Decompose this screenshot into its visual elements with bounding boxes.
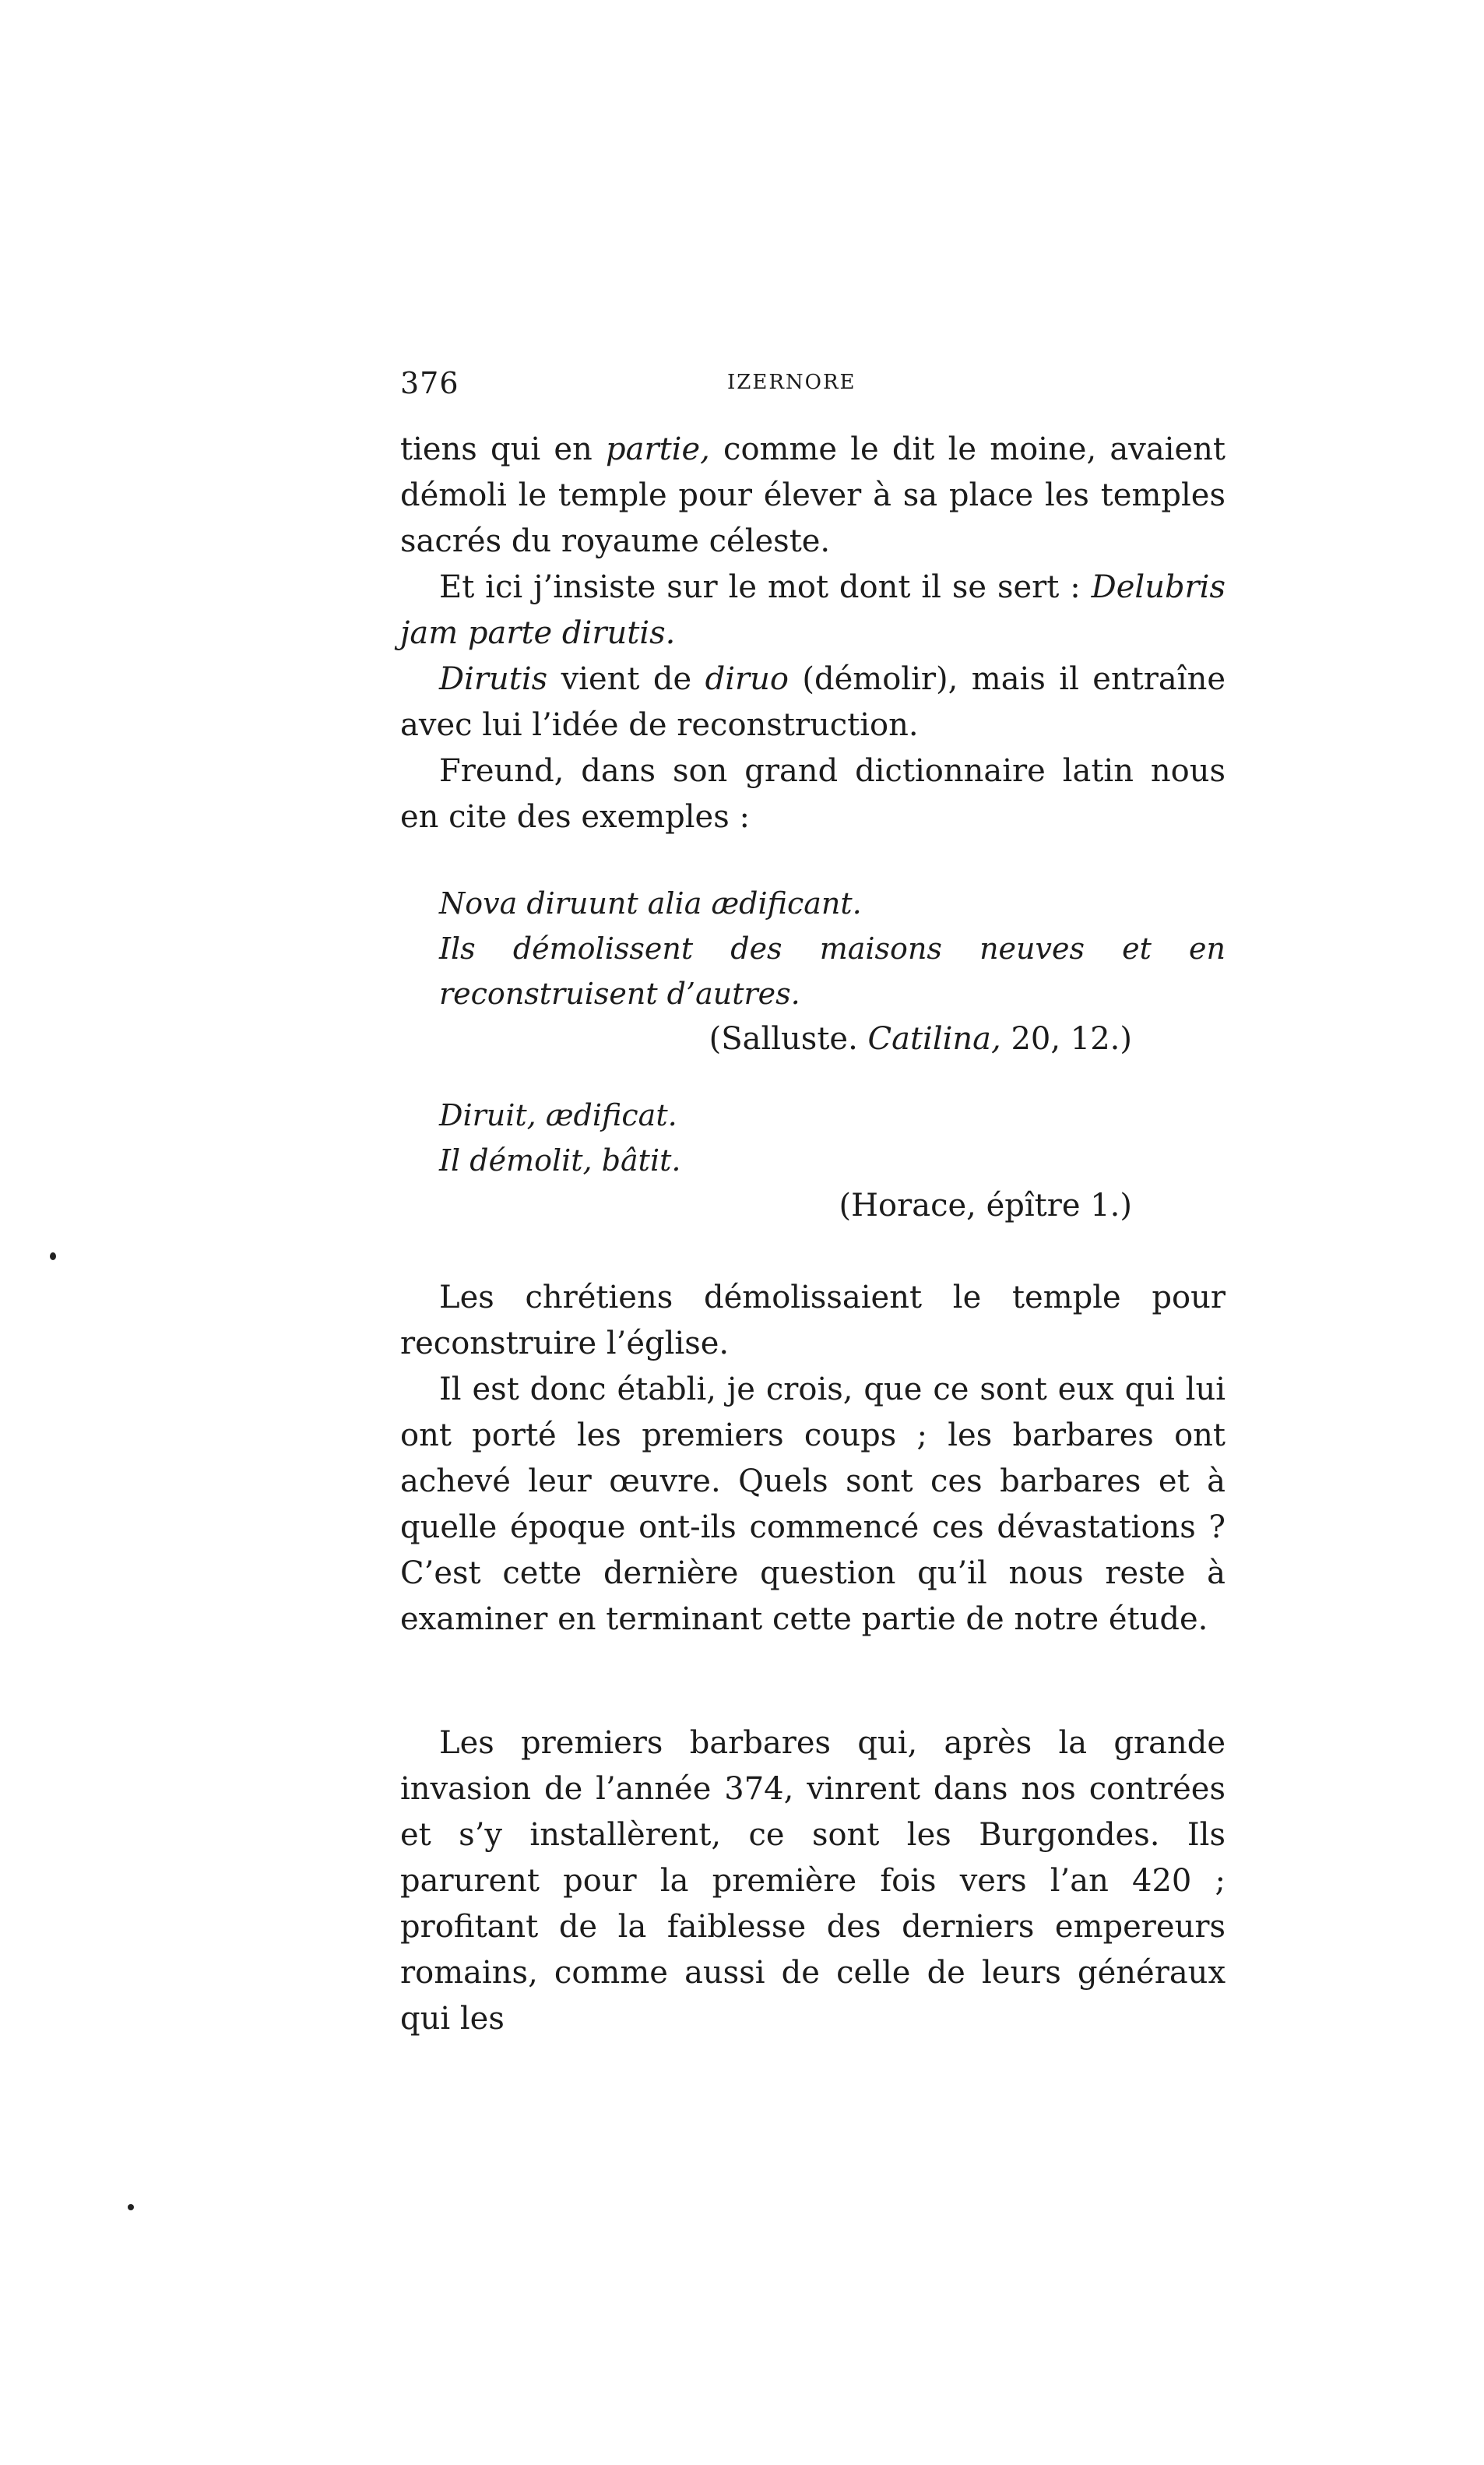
body-text (400, 427, 1226, 2042)
quotation-sallust-citation (400, 1016, 1226, 1062)
running-title: IZERNORE (727, 371, 856, 394)
paragraph-3-text-b: vient de (547, 661, 705, 697)
paragraph-2 (400, 565, 1226, 657)
paragraph-2-italic-quote: Delubris jam parte dirutis. (400, 569, 1226, 651)
paragraph-1-text-c: comme le dit le moine, avaient démoli le temple pour élever à sa place les temples sacrés du royaume céleste. (400, 431, 1226, 559)
paragraph-5: Les chrétiens démolissaient le temple pour reconstruire l’église. (400, 1280, 1226, 1361)
quotation-sallust-french: Ils démolissent des maisons neuves et en reconstruisent d’autres. (439, 931, 1226, 1011)
paragraph-2-text-a: Et ici j’insiste sur le mot dont il se sert : (439, 569, 1092, 605)
paragraph-3-italic-dirutis: Dirutis (439, 661, 548, 697)
citation-sallust-c: 20, 12.) (1000, 1021, 1132, 1057)
paragraph-4: Freund, dans son grand dictionnaire latin nous en cite des exemples : (400, 753, 1226, 835)
scan-speck (50, 1252, 56, 1260)
quotation-horace (400, 1093, 1226, 1228)
page-header (400, 366, 1226, 413)
citation-sallust-a: (Salluste. (709, 1021, 868, 1057)
paragraph-3 (400, 657, 1226, 748)
citation-sallust-work: Catilina, (867, 1021, 1001, 1057)
quotation-horace-latin: Diruit, ædificat. (439, 1098, 677, 1132)
paragraph-1 (400, 427, 1226, 565)
paragraph-6: Il est donc établi, je crois, que ce sont eux qui lui ont porté les premiers coups ; les barbares ont achevé leur œuvre. Quels sont ces barbares et à quelle époque ont-ils commencé ces dévastations ? C’est cette dernière question qu’il nous reste à examiner en terminant cette partie de notre étude. (400, 1372, 1226, 1637)
paragraph-1-text-a: tiens qui en (400, 431, 607, 467)
paragraph-7: Les premiers barbares qui, après la grande invasion de l’année 374, vinrent dans nos contrées et s’y installèrent, ce sont les Burgondes. Ils parurent pour la première fois vers l’an 420 ; profitant de la faiblesse des derniers empereurs romains, comme aussi de celle de leurs généraux qui les (400, 1725, 1226, 2037)
quotation-sallust (400, 881, 1226, 1062)
page-number: 376 (400, 366, 459, 400)
paragraph-3-italic-diruo: diruo (705, 661, 789, 697)
paragraph-1-italic-partie: partie, (606, 431, 710, 467)
scan-speck (128, 2204, 134, 2210)
paragraph-3-text-d: (démolir), mais il entraîne avec lui l’idée de reconstruction. (400, 661, 1226, 743)
quotation-horace-citation: (Horace, épître 1.) (839, 1188, 1132, 1224)
quotation-horace-french: Il démolit, bâtit. (439, 1143, 681, 1178)
quotation-sallust-latin: Nova diruunt alia ædificant. (439, 886, 862, 921)
